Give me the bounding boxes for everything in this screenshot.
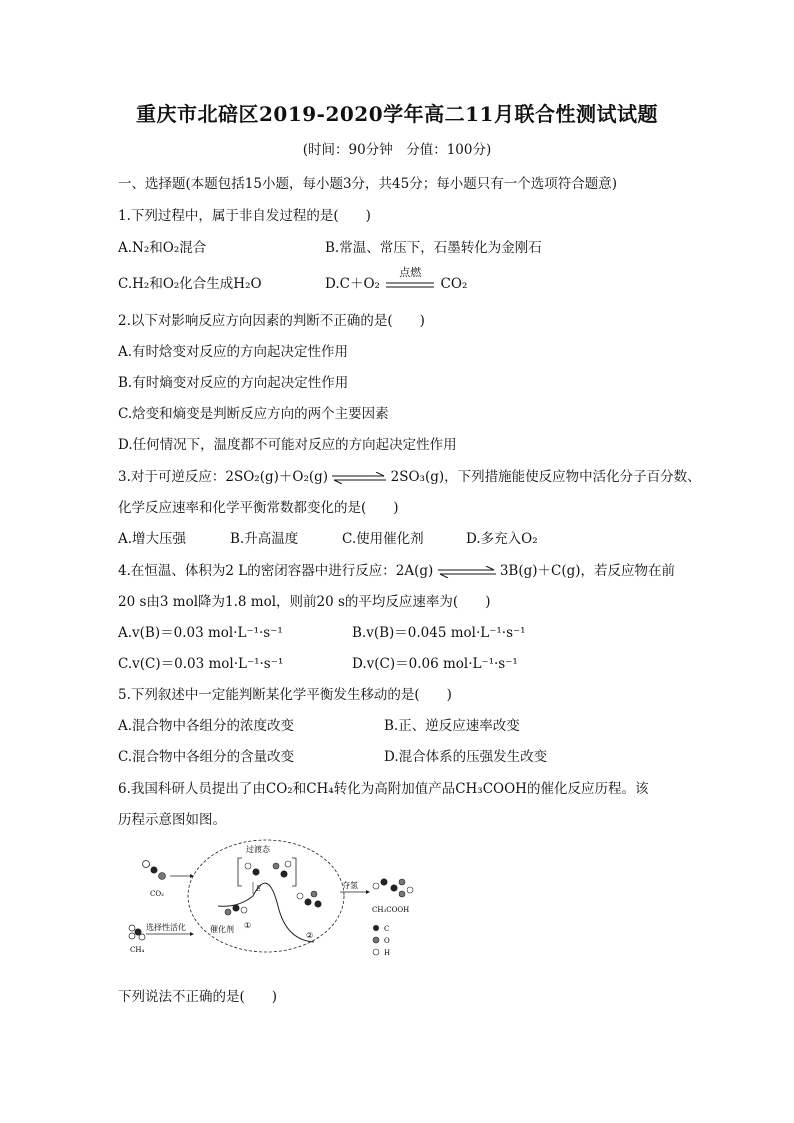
legend-oxygen: O [384,937,390,945]
question-5-stem: 5.下列叙述中一定能判断某化学平衡发生移动的是( ) [118,687,452,703]
intermediate-molecule-icon [297,891,322,908]
step-1-label: ① [244,921,252,930]
legend-hydrogen: H [384,949,391,957]
q4-reactants: 4.在恒温、体积为2 L的密闭容器中进行反应：2A(g) [118,563,434,579]
q4-option-c: C.v(C)＝0.03 mol·L⁻¹·s⁻¹ [118,656,284,672]
q3-reactants: 3.对于可逆反应：2SO₂(g)＋O₂(g) [118,469,329,485]
q3-option-b: B.升高温度 [230,531,299,547]
transition-state-molecule-icon [245,861,291,878]
q2-option-c: C.焓变和熵变是判断反应方向的两个主要因素 [118,406,389,422]
double-line-icon [386,278,434,292]
legend-hydrogen-icon [373,949,379,955]
q3-option-a: A.增大压强 [118,531,187,547]
q1-option-b: B.常温、常压下，石墨转化为金刚石 [325,240,542,256]
q1-option-d [325,265,468,292]
q4-option-a: A.v(B)＝0.03 mol·L⁻¹·s⁻¹ [118,625,283,641]
question-1-stem: 1.下列过程中，属于非自发过程的是( ) [118,208,371,224]
dehydrogenation-label: 夺氢 [342,881,358,890]
question-6-stem-line2: 历程示意图如图。 [118,812,226,828]
page-title: 重庆市北碚区2019-2020学年高二11月联合性测试试题 [136,102,658,126]
section-heading: 一、选择题(本题包括15小题，每小题3分，共45分；每小题只有一个选项符合题意) [118,176,617,192]
q1-d-product: CO₂ [440,276,468,292]
acetic-acid-molecule-icon [373,879,413,898]
question-3-stem-line2: 化学反应速率和化学平衡常数都变化的是( ) [118,500,399,516]
exam-info: (时间：90分钟 分值：100分) [302,142,492,158]
legend-carbon-icon [373,925,379,931]
q2-option-a: A.有时焓变对反应的方向起决定性作用 [118,344,349,360]
q3-products: 2SO₃(g)，下列措施能使反应物中活化分子百分数、 [390,469,701,485]
selective-activation-label: 选择性活化 [146,923,186,932]
q4-products: 3B(g)＋C(g)，若反应物在前 [499,563,676,579]
question-3-stem-line1 [118,465,701,485]
reversible-arrow-icon [332,472,386,484]
reversible-arrow-icon [438,566,496,578]
q5-option-d: D.混合体系的压强发生改变 [384,749,548,765]
ignite-condition [386,265,434,292]
q4-option-b: B.v(B)＝0.045 mol·L⁻¹·s⁻¹ [352,625,526,641]
catalyst-region-outline [188,840,344,952]
question-4-stem-line2: 20 s由3 mol降为1.8 mol，则前20 s的平均反应速率为( ) [118,594,491,610]
q3-option-d: D.多充入O₂ [466,531,538,547]
q5-option-b: B.正、逆反应速率改变 [384,718,520,734]
q4-option-d: D.v(C)＝0.06 mol·L⁻¹·s⁻¹ [352,656,518,672]
q5-option-a: A.混合物中各组分的浓度改变 [118,718,295,734]
transition-state-label: 过渡态 [246,845,270,854]
reaction-mechanism-figure [118,836,438,966]
legend-carbon: C [384,925,390,933]
question-4-stem-line1 [118,559,675,579]
q5-option-c: C.混合物中各组分的含量改变 [118,749,295,765]
q2-option-d: D.任何情况下，温度都不可能对反应的方向起决定性作用 [118,437,457,453]
question-6-stem-line1: 6.我国科研人员提出了由CO₂和CH₄转化为高附加值产品CH₃COOH的催化反应历程。该 [118,781,649,797]
co2-label: CO₂ [150,890,164,898]
product-label: CH₃COOH [372,906,410,914]
question-2-stem: 2.以下对影响反应方向因素的判断不正确的是( ) [118,313,425,329]
ignite-label: 点燃 [399,265,422,279]
ch4-label: CH₄ [130,946,145,954]
co2-molecule-icon [143,861,166,880]
step-2-label: ② [306,931,314,940]
legend-oxygen-icon [373,937,379,943]
q1-option-a: A.N₂和O₂混合 [118,240,207,256]
q1-option-c: C.H₂和O₂化合生成H₂O [118,276,262,292]
ch4-molecule-icon [129,925,145,940]
q3-option-c: C.使用催化剂 [342,531,424,547]
question-6-prompt: 下列说法不正确的是( ) [118,989,278,1005]
activation-energy-label: E [256,885,262,893]
catalyst-label: 催化剂 [210,925,234,934]
q1-d-reactants: D.C＋O₂ [325,276,380,292]
q2-option-b: B.有时熵变对反应的方向起决定性作用 [118,375,349,391]
